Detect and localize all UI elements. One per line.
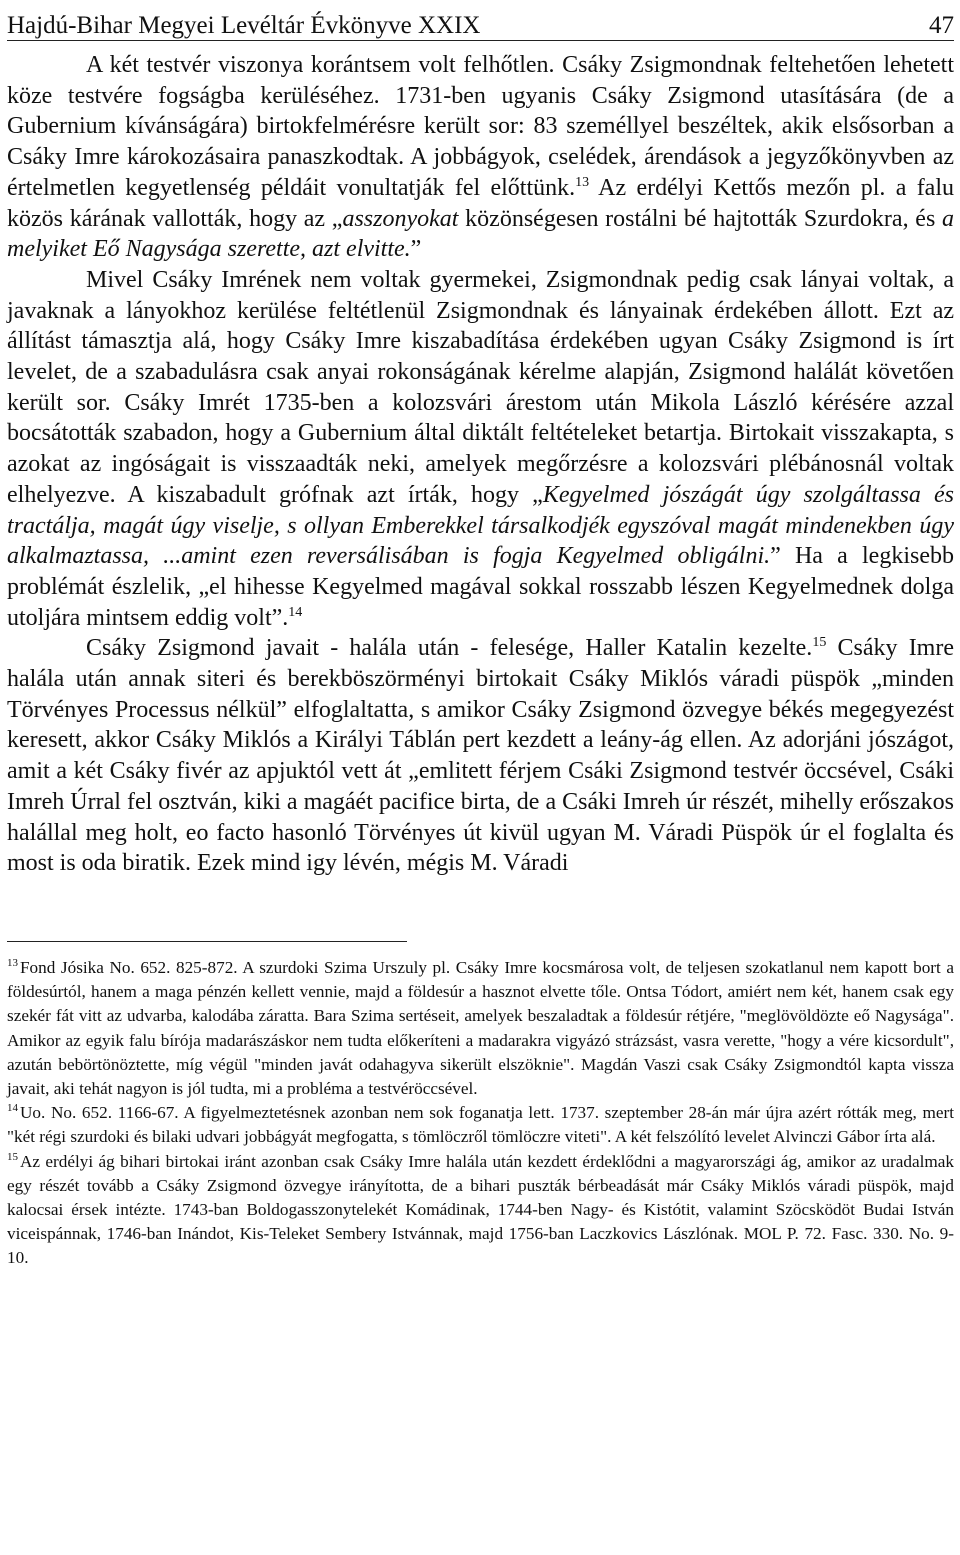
footnote-14 bbox=[7, 1101, 954, 1149]
text-run: A két testvér viszonya korántsem volt felhőtlen. Csáky Zsigmondnak feltehetően lehetett köze testvére fogságba kerüléséhez. 1731-ben ugyanis Csáky Zsigmond utasítására (de a Gubernium kívánságára) birtokfelmérésre került sor: 83 személlyel beszéltek, akik elsősorban a Csáky Imre károkozásaira panaszkodtak. A jobbágyok, cselédek, árendások a jegyzőkönyvben az értelmetlen kegyetlenség példáit vonultatják fel előttünk. bbox=[7, 52, 954, 201]
footnote-number: 15 bbox=[7, 1150, 18, 1163]
footnote-15 bbox=[7, 1150, 954, 1271]
text-run: közönségesen rostálni bé hajtották Szurdokra, és bbox=[458, 205, 942, 232]
text-run: Csáky Zsigmond javait - halála után - felesége, Haller Katalin kezelte. bbox=[86, 635, 813, 662]
footnote-number: 13 bbox=[7, 956, 18, 969]
text-run: Csáky Imre halála után annak siteri és berekböszörményi birtokait Csáky Miklós váradi püspök „minden Törvényes Processus nélkül” elfoglaltatta, s amikor Csáky Zsigmond özvegye békés megegyezést keresett, akkor Csáky Miklós a Királyi Táblán pert kezdett a leány-ág ellen. Az adorjáni jószágot, amit a két Csáky fivér az apjuktól vett át „emlitett férjem Csáki Zsigmond testvér öccsével, Csáki Imreh Úrral fel osztván, kiki a magáét pacifice birta, de a Csáki Imreh úr részét, mihelly erőszakos halállal meg holt, eo facto hasonló Törvényes út kivül ugyan M. Váradi Püspök úr el foglalta és most is oda biratik. Ezek mind igy lévén, mégis M. Váradi bbox=[7, 635, 954, 877]
footnote-number: 14 bbox=[7, 1102, 18, 1115]
footnote-text: Fond Jósika No. 652. 825-872. A szurdoki Szima Urszuly pl. Csáky Imre kocsmárosa volt, de teljesen szokatlanul nem kapott bort a földesúrtól, hanem a maga pénzén kellett vennie, majd a földesúr a hasznot elvette tőle. Ontsa Tódort, amiért nem két, hanem csak egy szekér fát vitt az udvarba, kalodába záratta. Bara Szima sertéseit, amelyek beszaladtak a földesúr rétjére, "meglövöldözte eő Nagysága". Amikor az egyik falu bírója madarászáskor nem tudta előkeríteni a madarakra vigyázó strázsást, vasra verette, "hogy a vére kicsordult", azután bebörtönöztette, míg végül "minden javát odahagyva sikerült elszöknie". Magdán Vaszi csak Csáky Zsigmondtól kapta vissza javait, aki tehát nagyon is jól tudta, mi a probléma a testvéröccsével. bbox=[7, 957, 954, 1098]
journal-title: Hajdú-Bihar Megyei Levéltár Évkönyve XXIX bbox=[7, 12, 481, 39]
footnote-text: Az erdélyi ág bihari birtokai iránt azonban csak Csáky Imre halála után kezdett érdeklődni a magyarországi ág, amikor az uradalmak egy részét tovább a Csáky Zsigmond özvegye irányította, de a bihari puszták bérbeadását már Csáky Miklós váradi püspök, majd kalocsai érsek intézte. 1743-ban Boldogasszonytelekét Komádinak, 1744-ben Nagy- és Kistótit, valamint Szöcsködöt Budai István viceispánnak, 1746-ban Inándot, Kis-Teleket Sembery Istvánnak, majd 1756-ban Laczkovics Lászlónak. MOL P. 72. Fasc. 330. No. 9-10. bbox=[7, 1151, 954, 1268]
footnote-divider bbox=[7, 941, 407, 942]
main-text bbox=[7, 50, 954, 879]
italic-run: Kegyelmed jószágát úgy szolgáltassa és tractálja, magát úgy viselje, s ollyan Emberekkel társalkodjék egyszóval magát mindenekben úgy alkalmaztassa, ...amint ezen reversálisában is fogja Kegyelmed obligálni. bbox=[7, 481, 955, 570]
text-run: Mivel Csáky Imrének nem voltak gyermekei, Zsigmondnak pedig csak lányai voltak, a javaknak a lányokhoz kerülése feltétlenül Zsigmondnak és lányainak érdekében állott. Ezt az állítást támasztja alá, hogy Csáky Imre kiszabadítása érdekében ugyan Csáky Zsigmond is írt levelet, de a szabadulásra csak anyai rokonságának kérelme alapján, Zsigmond halálát követően került sor. Csáky Imrét 1735-ben a kolozsvári árestom után Mikola László kérésére azzal bocsátották szabadon, hogy a Gubernium által diktált feltételeket betartja. Birtokait visszakapta, s azokat az ingóságait is visszaadták neki, amelyek megőrzésre a kolozsvári plébánosnál voltak elhelyezve. A kiszabadult grófnak azt írták, hogy „ bbox=[7, 266, 954, 508]
footnote-13 bbox=[7, 956, 954, 1101]
paragraph-3 bbox=[7, 633, 954, 879]
paragraph-2 bbox=[7, 265, 954, 633]
paragraph-1 bbox=[7, 50, 954, 265]
page-number: 47 bbox=[929, 12, 954, 39]
footnote-ref-14[interactable]: 14 bbox=[288, 604, 303, 620]
footnote-text: Uo. No. 652. 1166-67. A figyelmeztetésnek azonban nem sok foganatja lett. 1737. szeptember 28-án már újra azért rótták meg, mert "két régi szurdoki és bilaki udvari jobbágyát megfogatta, s tömlöczről tömlöczre viteti". A két felszólító levelet Alvinczi Gábor írta alá. bbox=[7, 1103, 954, 1147]
text-run: ” bbox=[410, 236, 422, 263]
footnote-ref-15[interactable]: 15 bbox=[812, 635, 827, 651]
document-page bbox=[7, 0, 954, 1271]
footnotes bbox=[7, 956, 954, 1271]
footnote-ref-13[interactable]: 13 bbox=[575, 174, 590, 190]
text-run: Az erdélyi Kettős mezőn pl. a falu közös kárának vallották, hogy az „ bbox=[7, 174, 955, 232]
text-run: ” Ha a legkisebb problémát észlelik, „el hihesse Kegyelmed magával sokkal rosszabb lészen Kegyelmednek dolga utoljára mintsem eddig volt”. bbox=[7, 543, 954, 631]
italic-run: a melyiket Eő Nagysága szerette, azt elvitte. bbox=[7, 205, 954, 263]
running-header bbox=[7, 0, 954, 41]
italic-run: asszonyokat bbox=[342, 205, 459, 232]
